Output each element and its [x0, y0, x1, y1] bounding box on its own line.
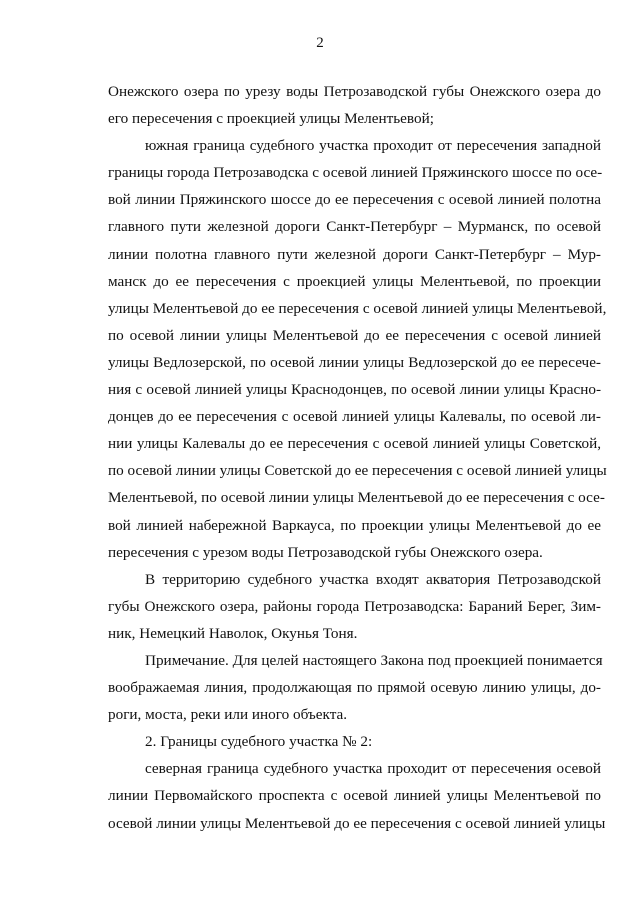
- page-number: 2: [316, 35, 324, 51]
- text-line: линии полотна главного пути железной дороги Санкт-Петербург – Мур-: [108, 245, 601, 263]
- text-line: Онежского озера по урезу воды Петрозаводской губы Онежского озера до: [108, 83, 601, 100]
- text-line: по осевой линии улицы Советской до ее пересечения с осевой линией улицы: [108, 462, 607, 480]
- text-line: ния с осевой линией улицы Краснодонцев, по осевой линии улицы Красно-: [108, 381, 601, 399]
- text-line: воображаемая линия, продолжающая по прямой осевую линию улицы, до-: [108, 679, 601, 697]
- text-line: главного пути железной дороги Санкт-Петербург – Мурманск, по осевой: [108, 218, 601, 236]
- body-text: [108, 78, 607, 837]
- text-line: пересечения с урезом воды Петрозаводской губы Онежского озера.: [108, 543, 543, 561]
- text-line: манск до ее пересечения с проекцией улицы Мелентьевой, по проекции: [108, 272, 601, 290]
- text-line: по осевой линии улицы Мелентьевой до ее пересечения с осевой линией: [108, 326, 601, 344]
- text-line: вой линии Пряжинского шоссе до ее пересечения с осевой линией полотна: [108, 191, 601, 209]
- text-line: 2. Границы судебного участка № 2:: [145, 733, 373, 751]
- text-line: Примечание. Для целей настоящего Закона под проекцией понимается: [145, 651, 603, 669]
- text-line: Мелентьевой, по осевой линии улицы Мелентьевой до ее пересечения с осе-: [108, 489, 605, 507]
- text-line: его пересечения с проекцией улицы Мелентьевой;: [108, 110, 434, 128]
- text-line: осевой линии улицы Мелентьевой до ее пересечения с осевой линией улицы: [108, 814, 606, 832]
- text-line: ник, Немецкий Наволок, Окунья Тоня.: [108, 624, 358, 642]
- text-line: улицы Ведлозерской, по осевой линии улицы Ведлозерской до ее пересече-: [108, 353, 601, 371]
- text-line: донцев до ее пересечения с осевой линией улицы Калевалы, по осевой ли-: [108, 408, 601, 426]
- text-line: границы города Петрозаводска с осевой линией Пряжинского шоссе по осе-: [108, 164, 603, 182]
- text-line: улицы Мелентьевой до ее пересечения с осевой линией улицы Мелентьевой,: [108, 299, 607, 317]
- text-line: губы Онежского озера, районы города Петрозаводска: Бараний Берег, Зим-: [108, 597, 601, 615]
- text-line: нии улицы Калевалы до ее пересечения с осевой линией улицы Советской,: [108, 435, 601, 453]
- text-line: вой линией набережной Варкауса, по проекции улицы Мелентьевой до ее: [108, 516, 601, 534]
- text-line: южная граница судебного участка проходит от пересечения западной: [145, 137, 601, 155]
- text-line: роги, моста, реки или иного объекта.: [108, 706, 348, 724]
- text-line: северная граница судебного участка проходит от пересечения осевой: [145, 760, 601, 778]
- text-line: В территорию судебного участка входят акватория Петрозаводской: [145, 570, 601, 588]
- text-line: линии Первомайского проспекта с осевой линией улицы Мелентьевой по: [108, 787, 601, 805]
